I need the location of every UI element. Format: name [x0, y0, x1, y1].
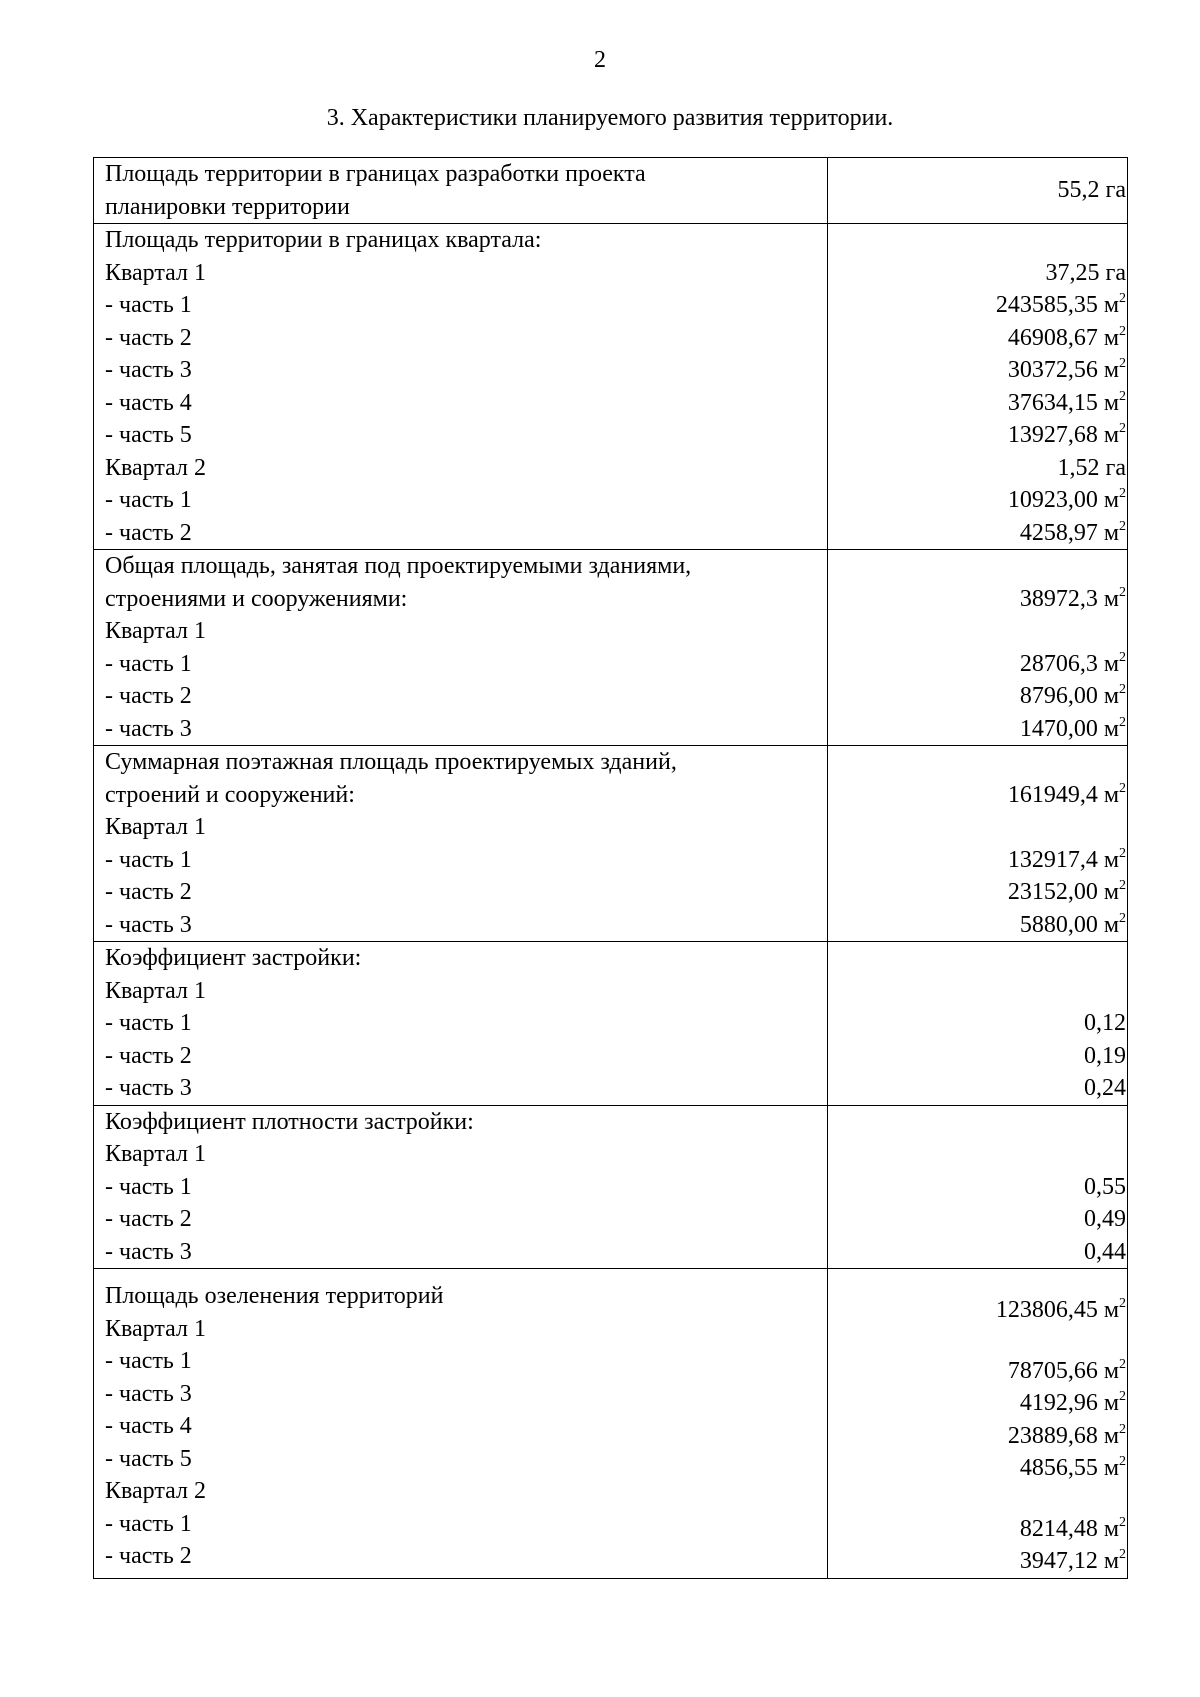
value-line: 38972,3 $м^2$ — [1019, 584, 1126, 612]
value-line: 4192,96 $м^2$ — [1019, 1389, 1126, 1416]
label-line: Квартал 1 — [105, 1141, 206, 1167]
label-line: - часть 1 — [105, 650, 192, 677]
label-line: - часть 5 — [105, 422, 192, 448]
label-line: - часть 4 — [105, 1413, 192, 1439]
label-line: Квартал 1 — [105, 1315, 206, 1342]
value-cell — [827, 1269, 1127, 1579]
value-line: 5880,00 $м^2$ — [1019, 910, 1126, 938]
label-line: Суммарная поэтажная площадь проектируемых зданий, — [105, 749, 677, 775]
value-line: 3947,12 $м^2$ — [1019, 1547, 1126, 1574]
value-line: 4856,55 $м^2$ — [1019, 1454, 1126, 1481]
label-line: - часть 2 — [105, 324, 192, 351]
label-line: - часть 2 — [105, 683, 192, 709]
table-row — [94, 1269, 1128, 1579]
label-cell — [94, 1105, 828, 1269]
label-line: Площадь территории в границах разработки проекта — [105, 161, 646, 187]
value-line: 13927,68 $м^2$ — [1007, 421, 1126, 448]
label-line: - часть 1 — [105, 1348, 192, 1374]
label-line: строениями и сооружениями: — [105, 585, 408, 612]
table-row — [94, 746, 1128, 942]
label-line: Квартал 2 — [105, 1478, 206, 1504]
value-line: 78705,66 $м^2$ — [1007, 1356, 1126, 1384]
value-line: 0,49 — [1084, 1206, 1126, 1232]
value-line: 23889,68 $м^2$ — [1007, 1421, 1126, 1449]
table-row — [94, 942, 1128, 1106]
value-line: 28706,3 $м^2$ — [1019, 649, 1126, 677]
label-cell — [94, 158, 828, 224]
document-title: 3. Характеристики планируемого развития территории. — [326, 105, 894, 131]
value-line: 10923,00 $м^2$ — [1007, 486, 1126, 513]
characteristics-table — [93, 157, 1128, 1579]
value-line: 0,55 — [1084, 1173, 1126, 1200]
label-line: Квартал 1 — [105, 814, 206, 840]
label-line: - часть 3 — [105, 1238, 192, 1265]
label-cell — [94, 1269, 828, 1579]
label-line: - часть 2 — [105, 879, 192, 905]
label-line: Квартал 1 — [105, 618, 206, 644]
label-line: Площадь озеленения территорий — [105, 1283, 444, 1309]
value-cell — [827, 746, 1127, 942]
label-line: - часть 2 — [105, 1042, 192, 1069]
value-line: 4258,97 $м^2$ — [1019, 518, 1126, 546]
label-line: Коэффициент застройки: — [105, 945, 362, 971]
label-line: - часть 1 — [105, 846, 192, 873]
table-row — [94, 224, 1128, 550]
page-number: 2 — [594, 47, 606, 73]
label-line: - часть 4 — [105, 389, 192, 416]
label-line: - часть 3 — [105, 1380, 192, 1407]
value-line: 8796,00 $м^2$ — [1019, 682, 1126, 709]
label-line: - часть 2 — [105, 1543, 192, 1569]
value-line: 37634,15 $м^2$ — [1007, 388, 1126, 416]
value-line: 0,44 — [1084, 1238, 1126, 1265]
value-line: 0,12 — [1084, 1010, 1126, 1036]
value-line: 1,52 га — [1057, 454, 1126, 481]
label-line: Квартал 1 — [105, 259, 206, 286]
table-row — [94, 550, 1128, 746]
label-line: - часть 3 — [105, 715, 192, 742]
label-line: - часть 2 — [105, 519, 192, 546]
value-line: 1470,00 $м^2$ — [1019, 714, 1126, 742]
value-line: 243585,35 $м^2$ — [995, 291, 1126, 318]
table-row — [94, 1105, 1128, 1269]
value-cell — [827, 1105, 1127, 1269]
label-cell — [94, 550, 828, 746]
value-line: 55,2 га — [1057, 177, 1126, 204]
label-line: - часть 3 — [105, 911, 192, 938]
label-line: - часть 1 — [105, 487, 192, 513]
label-line: - часть 1 — [105, 292, 192, 318]
label-line: - часть 3 — [105, 1075, 192, 1101]
label-cell — [94, 224, 828, 550]
value-line: 46908,67 $м^2$ — [1007, 323, 1126, 351]
label-line: Общая площадь, занятая под проектируемыми зданиями, — [105, 553, 692, 579]
value-cell — [827, 224, 1127, 550]
label-line: - часть 5 — [105, 1445, 192, 1472]
label-line: Квартал 2 — [105, 454, 206, 481]
value-line: 30372,56 $м^2$ — [1007, 356, 1126, 383]
label-line: - часть 1 — [105, 1173, 192, 1200]
label-line: - часть 1 — [105, 1510, 192, 1537]
value-line: 23152,00 $м^2$ — [1007, 878, 1126, 905]
value-line: 123806,45 $м^2$ — [995, 1296, 1126, 1323]
label-line: Коэффициент плотности застройки: — [105, 1108, 474, 1135]
label-cell — [94, 942, 828, 1106]
value-line: 37,25 га — [1045, 259, 1126, 286]
value-cell — [827, 158, 1127, 224]
value-cell — [827, 550, 1127, 746]
label-line: строений и сооружений: — [105, 781, 355, 808]
value-line: 8214,48 $м^2$ — [1019, 1514, 1126, 1542]
label-line: - часть 2 — [105, 1206, 192, 1232]
label-line: - часть 3 — [105, 357, 192, 383]
label-line: Квартал 1 — [105, 977, 206, 1004]
value-line: 0,19 — [1084, 1042, 1126, 1069]
label-cell — [94, 746, 828, 942]
value-line: 132917,4 $м^2$ — [1007, 845, 1126, 873]
value-line: 0,24 — [1084, 1075, 1126, 1101]
label-line: планировки территории — [105, 193, 350, 220]
value-line: 161949,4 $м^2$ — [1007, 780, 1126, 808]
value-cell — [827, 942, 1127, 1106]
label-line: - часть 1 — [105, 1010, 192, 1036]
label-line: Площадь территории в границах квартала: — [105, 227, 542, 253]
table-row — [94, 158, 1128, 224]
